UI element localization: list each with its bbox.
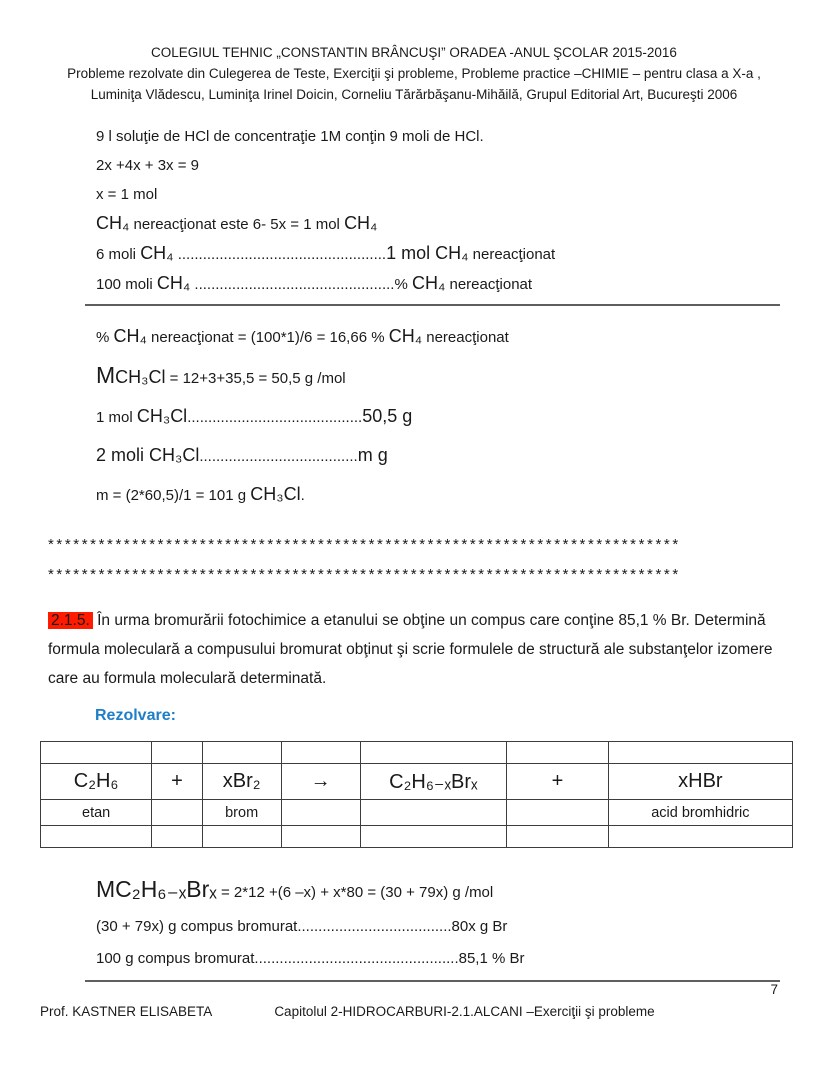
text-line bbox=[96, 874, 828, 908]
text-segment: ................................................ bbox=[190, 276, 395, 293]
table-cell bbox=[608, 826, 792, 848]
table-cell bbox=[41, 826, 152, 848]
chem-formula: CH₄ bbox=[113, 326, 147, 346]
table-cell: xBr₂ bbox=[202, 764, 281, 800]
table-cell: C₂H₆₋ₓBrₓ bbox=[360, 764, 507, 800]
text-segment: % bbox=[96, 329, 114, 346]
text-segment: 6 moli bbox=[96, 246, 141, 263]
text-segment: = 12+3+35,5 = 50,5 g /mol bbox=[165, 370, 346, 387]
section-divider-line bbox=[85, 304, 780, 306]
table-cell bbox=[360, 800, 507, 826]
text-segment: nereacţionat bbox=[422, 329, 509, 346]
chem-formula: CH₃Cl bbox=[250, 484, 301, 504]
table-cell: C₂H₆ bbox=[41, 764, 152, 800]
table-cell: + bbox=[152, 764, 202, 800]
table-cell bbox=[360, 742, 507, 764]
text-segment: 1 mol bbox=[96, 409, 137, 426]
solution-methane-part2 bbox=[96, 326, 828, 506]
chem-formula: CH₃Cl bbox=[115, 367, 166, 387]
table-cell bbox=[41, 742, 152, 764]
footer-chapter: Capitolul 2-HIDROCARBURI-2.1.ALCANI –Exerciţii şi probleme bbox=[274, 1004, 655, 1019]
text-segment: nereacţionat este 6- 5x = 1 mol bbox=[129, 216, 345, 233]
text-segment: = 2*12 +(6 –x) + x*80 = (30 + 79x) g /mol bbox=[216, 884, 494, 901]
text-line bbox=[96, 948, 828, 970]
text-segment: (30 + 79x) g compus bromurat..................................... bbox=[96, 918, 452, 935]
asterisk-line-1: *************************************************************************** bbox=[48, 536, 681, 553]
chem-formula: CH₄ bbox=[140, 243, 174, 263]
text-segment: 9 l soluţie de HCl de concentraţie 1M conţin 9 moli de HCl. bbox=[96, 128, 484, 145]
chem-formula: CH₄ bbox=[156, 273, 191, 293]
table-row bbox=[41, 800, 793, 826]
text-line bbox=[96, 185, 828, 204]
header-line-1: COLEGIUL TEHNIC „CONSTANTIN BRÂNCUŞI” ORADEA -ANUL ŞCOLAR 2015-2016 bbox=[151, 45, 677, 60]
asterisk-line-2: *************************************************************************** bbox=[48, 566, 681, 583]
header-line-2: Probleme rezolvate din Culegerea de Teste, Exerciţii şi probleme, Probleme practice –CHIMIE – pentru clasa a X-a , bbox=[67, 66, 761, 81]
text-segment: 100 g compus bromurat................................................. bbox=[96, 950, 459, 967]
text-line bbox=[96, 244, 828, 264]
header-line-3: Luminiţa Vlădescu, Luminiţa Irinel Doicin, Corneliu Tărărbăşanu-Mihăilă, Grupul Editorial Art, Bucureşti 2006 bbox=[90, 87, 738, 102]
table-cell bbox=[360, 826, 507, 848]
chem-formula: CH₃Cl bbox=[136, 406, 188, 426]
table-row bbox=[41, 742, 793, 764]
table-cell: → bbox=[281, 764, 360, 800]
table-cell: acid bromhidric bbox=[608, 800, 792, 826]
problem-number-badge: 2.1.5. bbox=[48, 612, 93, 629]
chem-formula: 2 moli CH₃Cl bbox=[96, 445, 200, 465]
text-line bbox=[96, 445, 828, 467]
reaction-table-body bbox=[41, 742, 793, 848]
text-segment: 100 moli bbox=[96, 276, 157, 293]
chem-formula: MC₂H₆₋ₓBrₓ bbox=[96, 876, 217, 902]
text-line bbox=[96, 326, 828, 348]
text-segment: % bbox=[394, 276, 412, 293]
table-cell bbox=[152, 826, 202, 848]
problem-text: În urma bromurării fotochimice a etanului se obţine un compus care conţine 85,1 % Br. Determină formula moleculară a compusului bromurat obţinut şi scrie formulele de structură ale substanţelor izomere care au formula moleculară determinată. bbox=[48, 612, 773, 687]
text-line bbox=[96, 214, 828, 234]
text-segment: 80x g Br bbox=[451, 918, 508, 935]
text-line bbox=[96, 127, 828, 146]
text-line bbox=[96, 406, 828, 428]
solution-bromination bbox=[96, 874, 828, 970]
table-cell bbox=[608, 742, 792, 764]
table-cell: + bbox=[507, 764, 609, 800]
table-row bbox=[41, 826, 793, 848]
chem-formula: CH₄ bbox=[96, 213, 130, 233]
chem-formula: 50,5 g bbox=[362, 406, 413, 426]
document-header bbox=[0, 0, 828, 105]
footer-author: Prof. KASTNER ELISABETA bbox=[40, 1004, 213, 1019]
table-cell: etan bbox=[41, 800, 152, 826]
text-segment: ...................................... bbox=[199, 448, 358, 465]
text-line bbox=[96, 274, 828, 294]
asterisk-separator bbox=[48, 530, 790, 590]
table-cell: xHBr bbox=[608, 764, 792, 800]
problem-statement bbox=[48, 606, 780, 693]
text-line bbox=[96, 484, 828, 506]
text-line bbox=[96, 916, 828, 938]
text-segment: .................................................. bbox=[173, 246, 387, 263]
table-cell: brom bbox=[202, 800, 281, 826]
text-line bbox=[96, 362, 828, 389]
page-number: 7 bbox=[770, 982, 778, 997]
chem-formula: CH₄ bbox=[411, 273, 446, 293]
text-segment: 2x +4x + 3x = 9 bbox=[96, 157, 199, 174]
text-line bbox=[96, 156, 828, 175]
chem-formula: CH₄ bbox=[344, 213, 378, 233]
table-cell bbox=[152, 742, 202, 764]
table-cell bbox=[281, 800, 360, 826]
document-footer bbox=[40, 1004, 655, 1019]
table-cell bbox=[507, 826, 609, 848]
text-segment: . bbox=[300, 487, 305, 504]
text-segment: nereacţionat = (100*1)/6 = 16,66 % bbox=[146, 329, 389, 346]
rezolvare-heading: Rezolvare: bbox=[95, 707, 176, 724]
text-segment: 85,1 % Br bbox=[458, 950, 525, 967]
chem-formula: 1 mol CH₄ bbox=[386, 243, 469, 263]
bottom-divider-line bbox=[85, 980, 780, 982]
text-segment: .......................................... bbox=[187, 409, 363, 426]
solution-methane-part1 bbox=[96, 127, 828, 294]
table-cell bbox=[507, 742, 609, 764]
text-segment: nereacţionat bbox=[468, 246, 556, 263]
chem-formula: CH₄ bbox=[388, 326, 423, 346]
table-cell bbox=[281, 742, 360, 764]
table-cell bbox=[202, 742, 281, 764]
text-segment: m = (2*60,5)/1 = 101 g bbox=[96, 487, 251, 504]
chem-formula: m g bbox=[357, 445, 388, 465]
text-segment: x = 1 mol bbox=[96, 186, 158, 203]
table-cell bbox=[202, 826, 281, 848]
chem-formula: M bbox=[96, 362, 116, 388]
text-segment: nereacţionat bbox=[445, 276, 533, 293]
reaction-equation-table bbox=[40, 741, 793, 848]
table-cell bbox=[152, 800, 202, 826]
table-row bbox=[41, 764, 793, 800]
table-cell bbox=[507, 800, 609, 826]
table-cell bbox=[281, 826, 360, 848]
